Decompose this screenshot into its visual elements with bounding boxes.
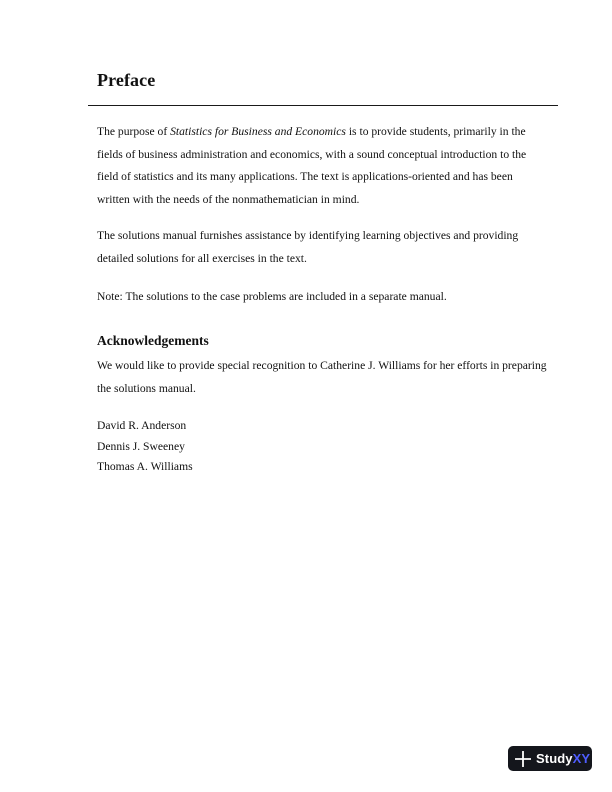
intro-text-start: The purpose of xyxy=(97,125,171,138)
author-name: David R. Anderson xyxy=(97,419,187,432)
author-name: Dennis J. Sweeney xyxy=(97,439,185,453)
book-title: Statistics for Business and Economics xyxy=(170,125,346,138)
acknowledgements-heading: Acknowledgements xyxy=(97,333,209,348)
plus-sparkle-icon xyxy=(515,751,531,767)
badge-brand-suffix: XY xyxy=(572,751,591,766)
studyxy-badge[interactable] xyxy=(508,746,592,771)
intro-paragraph xyxy=(97,121,547,211)
intro-text-end: is to provide students, primarily in the fields of business administration and economics, with a sound conceptual introduction to the field of statistics and its many applications. The text is applications-oriented and has been written with the needs of the nonmathematician in mind. xyxy=(97,125,527,206)
page-title: Preface xyxy=(97,70,156,90)
note-paragraph: Note: The solutions to the case problems are included in a separate manual. xyxy=(97,290,447,303)
badge-brand-prefix: Study xyxy=(536,751,573,766)
acknowledgements-paragraph: We would like to provide special recognition to Catherine J. Williams for her efforts in preparing the solutions manual. xyxy=(97,359,547,395)
title-divider xyxy=(88,105,558,106)
author-list xyxy=(97,416,193,478)
solutions-paragraph: The solutions manual furnishes assistance by identifying learning objectives and providing detailed solutions for all exercises in the text. xyxy=(97,229,519,265)
badge-brand xyxy=(536,751,590,766)
author-name: Thomas A. Williams xyxy=(97,460,193,473)
